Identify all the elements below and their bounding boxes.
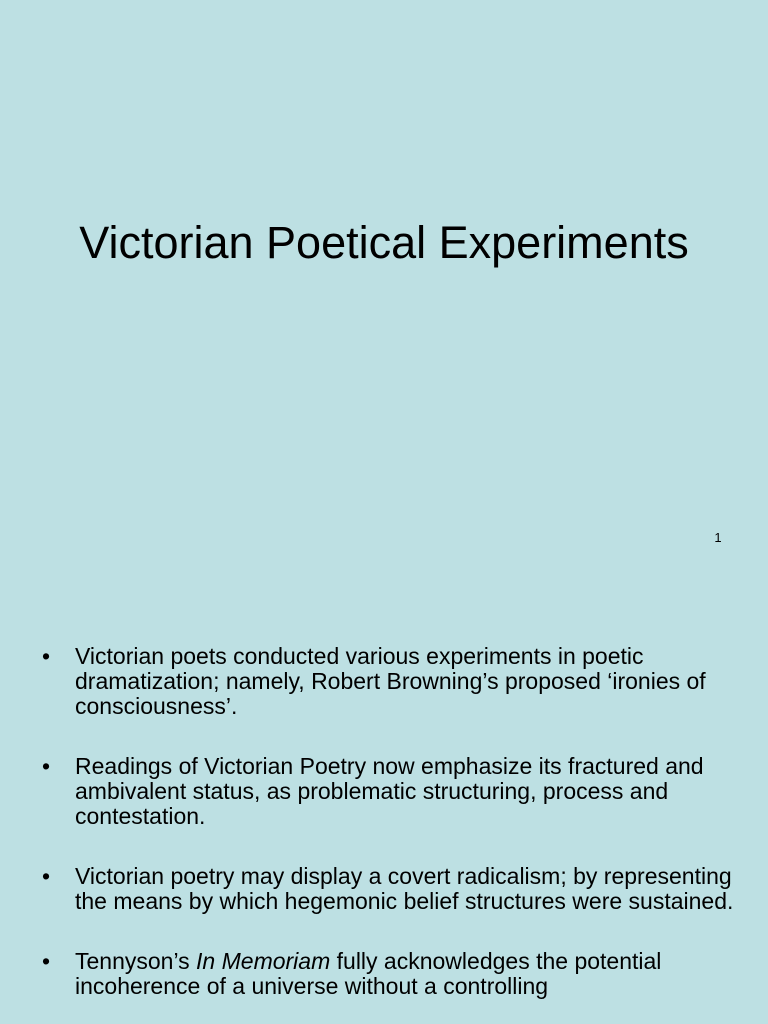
slide-title: Victorian Poetical Experiments	[79, 217, 689, 268]
bullet-text-italic-title: In Memoriam	[196, 948, 331, 974]
bullet-text-after: fully acknowledges the potential incoherence of a universe without a controlling	[75, 948, 662, 999]
bullet-item	[0, 949, 768, 999]
bullet-dot-icon: •	[42, 753, 51, 779]
bullet-list	[0, 644, 768, 1024]
bullet-item	[0, 754, 768, 829]
page-number: 1	[714, 530, 722, 545]
bullet-text: Readings of Victorian Poetry now emphasize its fractured and ambivalent status, as problematic structuring, process and contestation.	[75, 753, 704, 829]
bullet-text-before: Tennyson’s	[75, 948, 197, 974]
bullet-item	[0, 644, 768, 719]
content-slide	[0, 576, 768, 1024]
bullet-text: Victorian poetry may display a covert radicalism; by representing the means by which hegemonic belief structures were sustained.	[75, 863, 734, 914]
bullet-dot-icon: •	[42, 863, 51, 889]
bullet-dot-icon: •	[42, 948, 51, 974]
bullet-dot-icon: •	[42, 643, 51, 669]
bullet-item	[0, 864, 768, 914]
bullet-text: Victorian poets conducted various experiments in poetic dramatization; namely, Robert Browning’s proposed ‘ironies of consciousness’.	[75, 643, 706, 719]
